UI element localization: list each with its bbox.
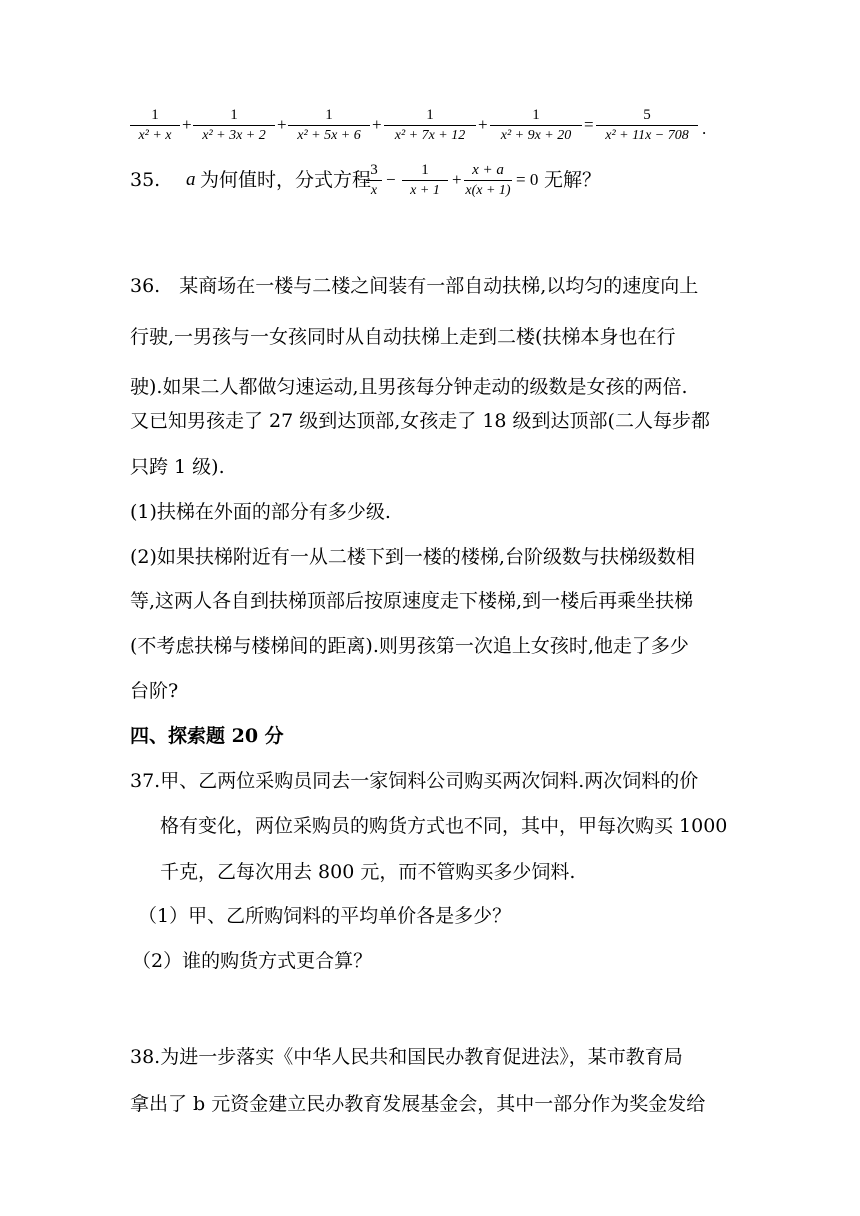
text-line: 37.甲、乙两位采购员同去一家饲料公司购买两次饲料.两次饲料的价 <box>130 770 699 792</box>
text-line: （2）谁的购货方式更合算？ <box>132 950 373 972</box>
fraction-1-over-x-plus-1: 1 x + 1 <box>402 161 448 200</box>
fraction-3-over-x: 3 x <box>366 161 382 200</box>
plus-sign: + <box>478 115 488 134</box>
plus-sign: + <box>182 115 192 134</box>
plus-sign: + <box>452 170 462 189</box>
text-line: （1）甲、乙所购饲料的平均单价各是多少？ <box>138 905 512 927</box>
fraction-2: 1 x² + 3x + 2 <box>193 106 275 145</box>
period: . <box>702 119 707 138</box>
text-line: (不考虑扶梯与楼梯间的距离).则男孩第一次追上女孩时,他走了多少 <box>130 635 689 657</box>
fraction-4: 1 x² + 7x + 12 <box>384 106 476 145</box>
question-text: 为何值时，分式方程 <box>200 169 372 191</box>
fraction-6: 5 x² + 11x − 708 <box>596 106 698 145</box>
section-title: 四、探索题 20 分 <box>130 725 284 747</box>
text-line: (2)如果扶梯附近有一从二楼下到一楼的楼梯,台阶级数与扶梯级数相 <box>130 546 695 568</box>
fraction-1: 1 x² + x <box>130 106 180 145</box>
text-line: 又已知男孩走了 27 级到达顶部,女孩走了 18 级到达顶部(二人每步都 <box>130 410 710 432</box>
text-line: 驶).如果二人都做匀速运动,且男孩每分钟走动的级数是女孩的两倍. <box>130 376 688 398</box>
minus-sign: − <box>386 170 396 189</box>
equals-sign: = <box>584 115 594 134</box>
text-line: 千克，乙每次用去 800 元，而不管购买多少饲料. <box>160 861 576 883</box>
plus-sign: + <box>372 115 382 134</box>
text-line: 等,这两人各自到扶梯顶部后按原速度走下楼梯,到一楼后再乘坐扶梯 <box>130 590 694 612</box>
fraction-x-plus-a: x + a x(x + 1) <box>465 162 511 198</box>
text-line: 台阶? <box>130 680 179 702</box>
question-tail: 无解？ <box>544 169 602 191</box>
fraction-3: 1 x² + 5x + 6 <box>288 106 370 145</box>
text-line: (1)扶梯在外面的部分有多少级. <box>130 501 391 523</box>
text-line: 36. 某商场在一楼与二楼之间装有一部自动扶梯,以均匀的速度向上 <box>130 275 699 297</box>
text-line: 38.为进一步落实《中华人民共和国民办教育促进法》，某市教育局 <box>130 1046 683 1068</box>
text-line: 格有变化，两位采购员的购货方式也不同，其中，甲每次购买 1000 <box>160 815 728 837</box>
text-line: 行驶,一男孩与一女孩同时从自动扶梯上走到二楼(扶梯本身也在行 <box>130 326 676 348</box>
question-number: 35. <box>130 169 161 191</box>
text-line: 拿出了 b 元资金建立民办教育发展基金会，其中一部分作为奖金发给 <box>130 1093 706 1115</box>
fraction-5: 1 x² + 9x + 20 <box>490 106 582 145</box>
variable-a: a <box>186 169 196 190</box>
equals-zero: = 0 <box>516 170 539 189</box>
plus-sign: + <box>277 115 287 134</box>
text-line: 只跨 1 级). <box>130 456 225 478</box>
